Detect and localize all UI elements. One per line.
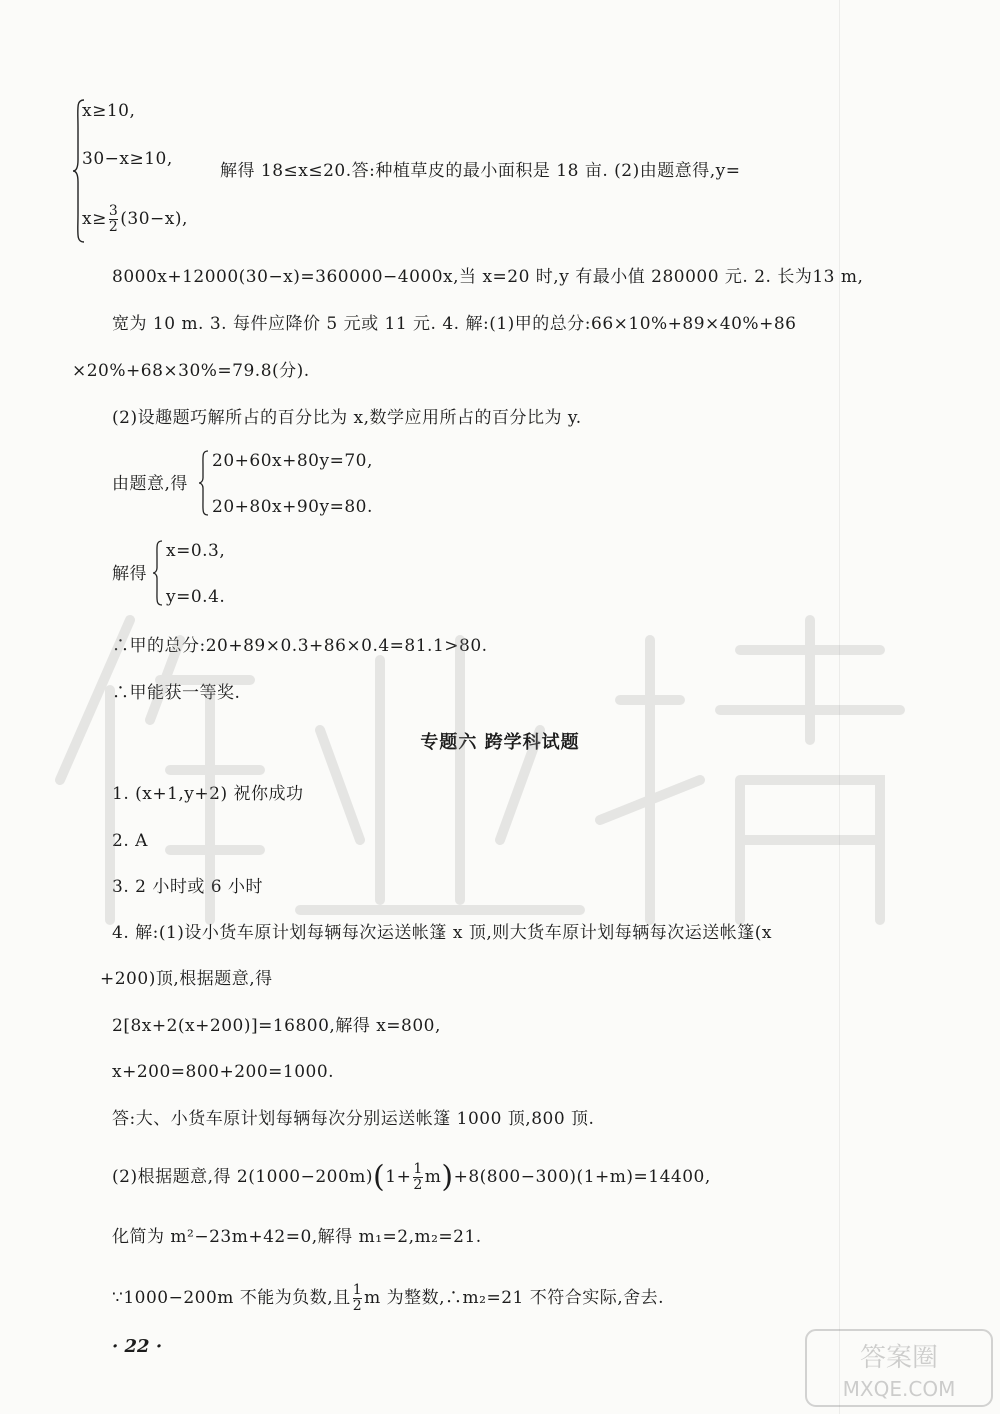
fraction — [109, 204, 118, 235]
solution-system-prefix: 解得 — [112, 564, 147, 584]
paren-right: ) — [441, 1159, 454, 1195]
left-brace-icon — [152, 540, 164, 606]
answer-4-line-1: 4. 解:(1)设小货车原计划每辆每次运送帐篷 x 顶,则大货车原计划每辆每次运送帐篷(x — [112, 923, 772, 943]
answer-4-line-7: 化简为 m²−23m+42=0,解得 m₁=2,m₂=21. — [112, 1227, 482, 1247]
text-line-5: (2)设趣题巧解所占的百分比为 x,数学应用所占的百分比为 y. — [112, 408, 582, 428]
section-heading: 专题六 跨学科试题 — [420, 732, 580, 753]
text-line-8: ∴甲的总分:20+89×0.3+86×0.4=81.1>80. — [112, 636, 488, 656]
equation-part-b: 1+ — [385, 1167, 412, 1187]
inequality-1: x≥10, — [82, 101, 136, 121]
fraction — [413, 1162, 422, 1193]
fraction-numerator: 3 — [108, 203, 119, 219]
answer-1: 1. (x+1,y+2) 祝你成功 — [112, 784, 304, 804]
solution-line-1: 解得 18≤x≤20.答:种植草皮的最小面积是 18 亩. (2)由题意得,y= — [220, 161, 741, 181]
condition-part-b: m 为整数,∴m₂=21 不符合实际,舍去. — [364, 1288, 665, 1308]
answer-4-line-5: 答:大、小货车原计划每辆每次分别运送帐篷 1000 顶,800 顶. — [112, 1109, 595, 1129]
answer-4-line-4: x+200=800+200=1000. — [112, 1062, 335, 1082]
answer-3: 3. 2 小时或 6 小时 — [112, 877, 263, 897]
page-number: · 22 · — [112, 1336, 163, 1357]
solution-y: y=0.4. — [166, 587, 226, 607]
answer-4-line-8 — [112, 1283, 664, 1314]
paren-left: ( — [373, 1159, 386, 1195]
left-brace-icon — [198, 450, 210, 516]
svg-text:MXQE.COM: MXQE.COM — [842, 1377, 956, 1401]
condition-part-a: ∵1000−200m 不能为负数,且 — [112, 1288, 351, 1308]
answer-4-line-2: +200)顶,根据题意,得 — [100, 969, 273, 989]
equation-part-a: (2)根据题意,得 2(1000−200m) — [112, 1167, 374, 1187]
fraction-numerator: 1 — [413, 1161, 423, 1177]
text-line-3: 宽为 10 m. 3. 每件应降价 5 元或 11 元. 4. 解:(1)甲的总分:66×10%+89×40%+86 — [112, 314, 797, 334]
inequality-3-lhs: x≥ — [82, 209, 107, 229]
text-line-2: 8000x+12000(30−x)=360000−4000x,当 x=20 时,y 有最小值 280000 元. 2. 长为13 m, — [112, 267, 864, 287]
solution-x: x=0.3, — [166, 541, 226, 561]
svg-text:答案圈: 答案圈 — [859, 1343, 939, 1373]
fraction-denominator: 2 — [108, 219, 119, 235]
answer-2: 2. A — [112, 831, 148, 851]
fraction-denominator: 2 — [352, 1298, 363, 1314]
equation-system-prefix: 由题意,得 — [112, 474, 188, 494]
answer-4-line-3: 2[8x+2(x+200)]=16800,解得 x=800, — [112, 1016, 441, 1036]
equation-1: 20+60x+80y=70, — [212, 451, 373, 471]
equation-part-c: m — [424, 1167, 442, 1187]
fraction-numerator: 1 — [352, 1282, 363, 1298]
equation-2: 20+80x+90y=80. — [212, 497, 373, 517]
page-crease — [839, 0, 840, 1414]
text-line-9: ∴甲能获一等奖. — [112, 683, 241, 703]
equation-part-d: +8(800−300)(1+m)=14400, — [453, 1167, 711, 1187]
text-line-4: ×20%+68×30%=79.8(分). — [72, 361, 310, 381]
site-stamp-logo — [804, 1328, 994, 1408]
answer-4-line-6 — [112, 1159, 711, 1195]
fraction-denominator: 2 — [413, 1177, 423, 1193]
fraction — [353, 1283, 362, 1314]
inequality-3 — [82, 204, 188, 235]
inequality-3-tail: (30−x), — [120, 209, 188, 229]
inequality-2: 30−x≥10, — [82, 149, 173, 169]
